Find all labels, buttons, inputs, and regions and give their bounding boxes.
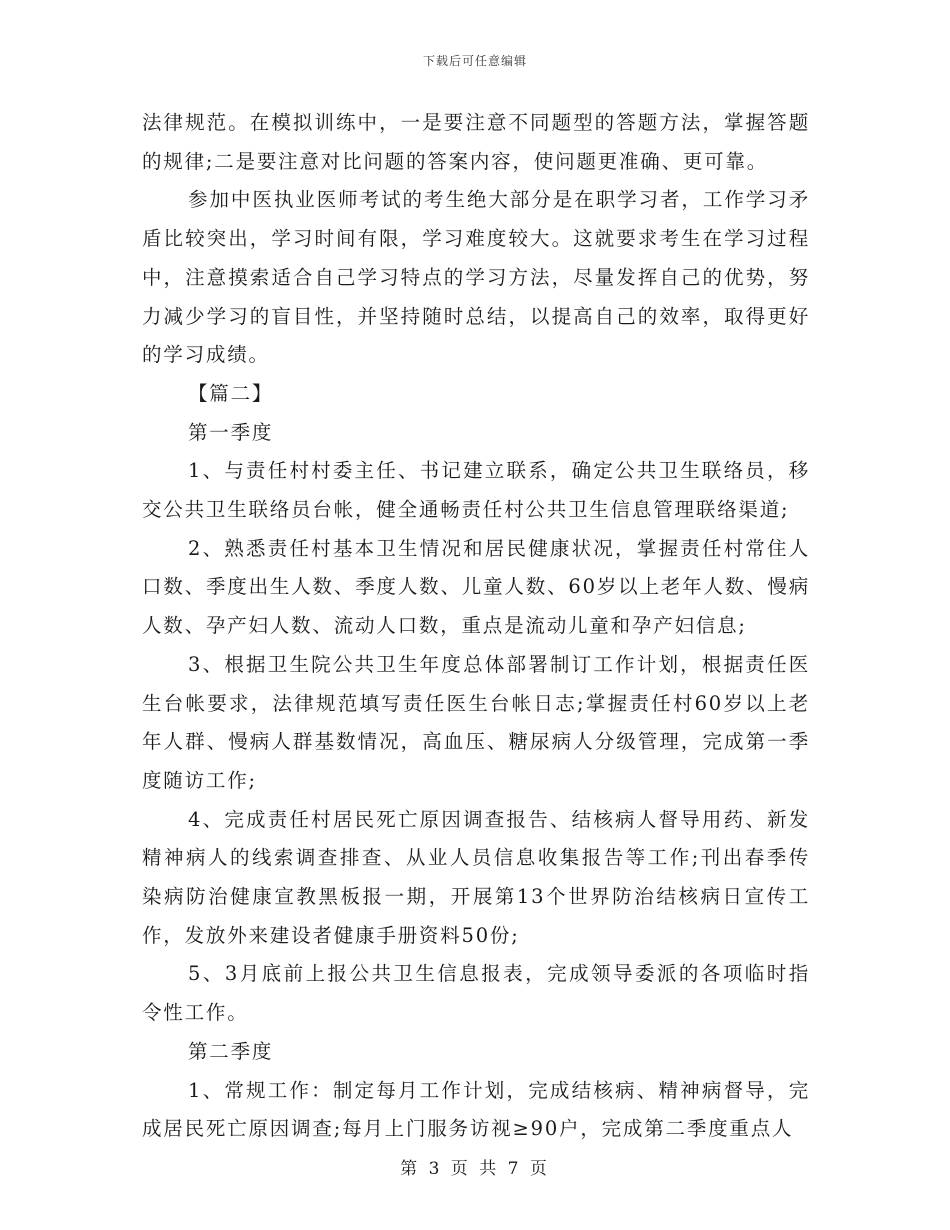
list-item: 2、熟悉责任村基本卫生情况和居民健康状况，掌握责任村常住人口数、季度出生人数、季度人数、儿童人数、60岁以上老年人数、慢病人数、孕产妇人数、流动人口数，重点是流动儿童和孕产妇信息; — [142, 536, 810, 638]
page-header-note: 下载后可任意编辑 — [422, 54, 527, 68]
page-number-footer: 第 3 页 共 7 页 — [400, 1159, 550, 1179]
list-item: 5、3月底前上报公共卫生信息报表，完成领导委派的各项临时指令性工作。 — [142, 962, 810, 1025]
paragraph-exam-advice: 参加中医执业医师考试的考生绝大部分是在职学习者，工作学习矛盾比较突出，学习时间有限，学习难度较大。这就要求考生在学习过程中，注意摸索适合自己学习特点的学习方法，尽量发挥自己的优势，努力减少学习的盲目性，并坚持随时总结，以提高自己的效率，取得更好的学习成绩。 — [142, 188, 810, 367]
paragraph-continuation: 法律规范。在模拟训练中，一是要注意不同题型的答题方法，掌握答题的规律;二是要注意对比问题的答案内容，使问题更准确、更可靠。 — [142, 111, 810, 173]
list-item: 3、根据卫生院公共卫生年度总体部署制订工作计划，根据责任医生台帐要求，法律规范填写责任医生台帐日志;掌握责任村60岁以上老年人群、慢病人群基数情况，高血压、糖尿病人分级管理，完成第一季度随访工作; — [142, 652, 810, 792]
document-body — [142, 104, 810, 1149]
list-item: 1、与责任村村委主任、书记建立联系，确定公共卫生联络员，移交公共卫生联络员台帐，健全通畅责任村公共卫生信息管理联络渠道; — [142, 459, 810, 522]
subheading-second-quarter: 第二季度 — [188, 1039, 274, 1063]
list-item: 1、常规工作：制定每月工作计划，完成结核病、精神病督导，完成居民死亡原因调查;每月上门服务访视≥90户，完成第二季度重点人 — [142, 1078, 810, 1141]
list-item: 4、完成责任村居民死亡原因调查报告、结核病人督导用药、新发精神病人的线索调查排查、从业人员信息收集报告等工作;刊出春季传染病防治健康宣教黑板报一期，开展第13个世界防治结核病日宣传工作，发放外来建设者健康手册资料50份; — [142, 807, 810, 947]
subheading-first-quarter: 第一季度 — [188, 420, 274, 444]
section-heading-part-two: 【篇二】 — [188, 381, 274, 405]
